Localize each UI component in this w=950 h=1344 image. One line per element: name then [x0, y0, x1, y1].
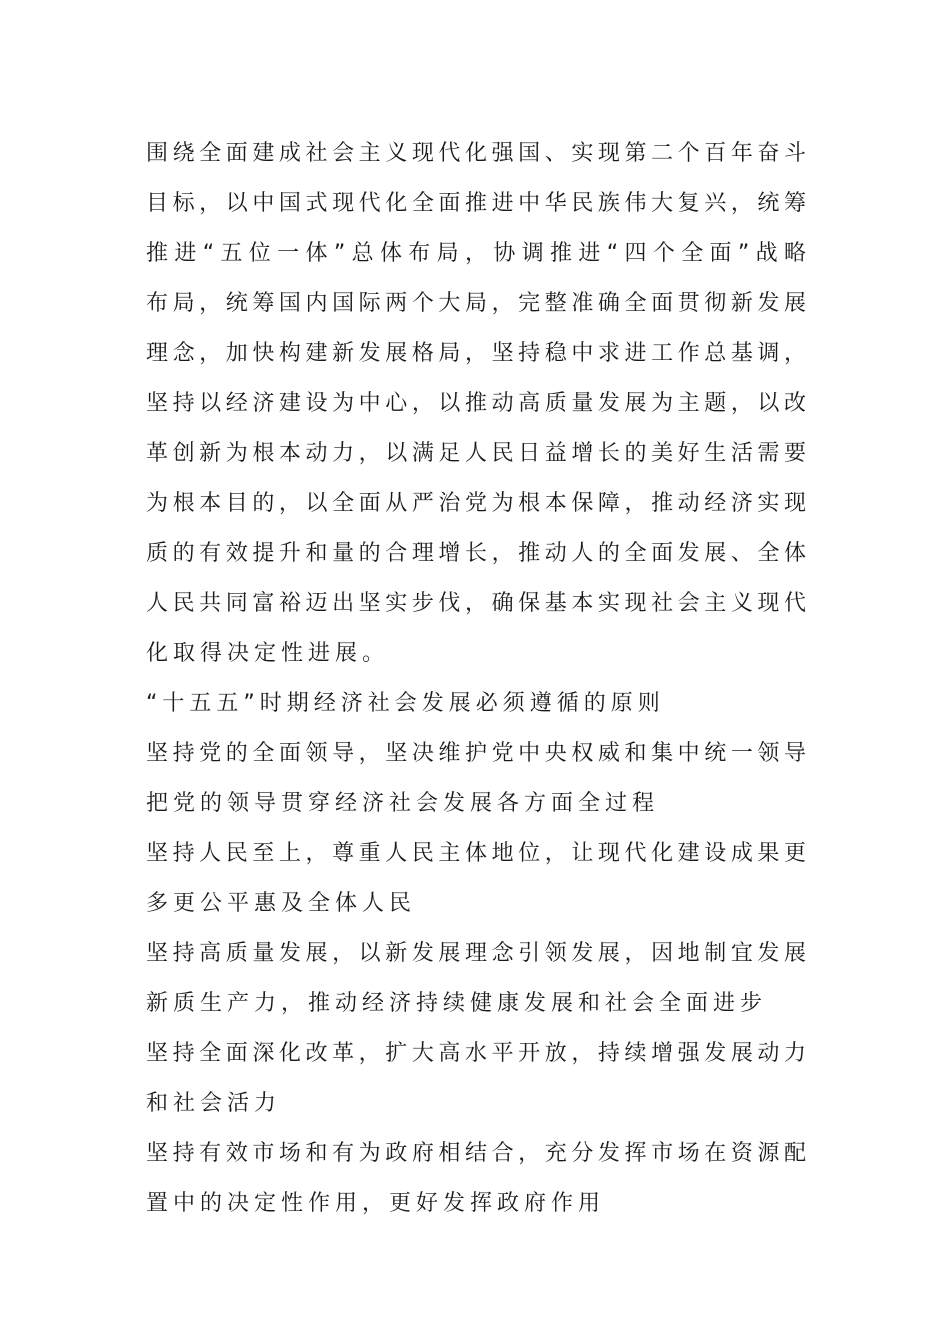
- text-line: 目标，以中国式现代化全面推进中华民族伟大复兴，统筹: [146, 191, 806, 216]
- text-line: 理念，加快构建新发展格局，坚持稳中求进工作总基调，: [146, 341, 806, 366]
- principle-line: 坚持全面深化改革，扩大高水平开放，持续增强发展动力: [146, 1041, 806, 1066]
- text-line: 围绕全面建成社会主义现代化强国、实现第二个百年奋斗: [146, 141, 806, 166]
- text-line: 化取得决定性进展。: [146, 641, 390, 666]
- text-line: 人民共同富裕迈出坚实步伐，确保基本实现社会主义现代: [146, 591, 806, 616]
- text-line: 坚持以经济建设为中心，以推动高质量发展为主题，以改: [146, 391, 806, 416]
- principle-line: 新质生产力，推动经济持续健康发展和社会全面进步: [146, 991, 768, 1016]
- text-line: 革创新为根本动力，以满足人民日益增长的美好生活需要: [146, 441, 806, 466]
- text-line: 推进“五位一体”总体布局，协调推进“四个全面”战略: [146, 241, 806, 266]
- text-line: 布局，统筹国内国际两个大局，完整准确全面贯彻新发展: [146, 291, 806, 316]
- principle-line: 坚持有效市场和有为政府相结合，充分发挥市场在资源配: [146, 1141, 806, 1166]
- section-heading: “十五五”时期经济社会发展必须遵循的原则: [146, 691, 665, 716]
- principle-line: 坚持党的全面领导，坚决维护党中央权威和集中统一领导: [146, 741, 806, 766]
- principle-line: 置中的决定性作用，更好发挥政府作用: [146, 1191, 606, 1216]
- principle-line: 坚持人民至上，尊重人民主体地位，让现代化建设成果更: [146, 841, 806, 866]
- body-text: [146, 131, 806, 1231]
- principle-line: 和社会活力: [146, 1091, 282, 1116]
- text-line: 质的有效提升和量的合理增长，推动人的全面发展、全体: [146, 541, 806, 566]
- text-line: 为根本目的，以全面从严治党为根本保障，推动经济实现: [146, 491, 806, 516]
- principle-line: 坚持高质量发展，以新发展理念引领发展，因地制宜发展: [146, 941, 806, 966]
- principle-line: 把党的领导贯穿经济社会发展各方面全过程: [146, 791, 660, 816]
- principle-line: 多更公平惠及全体人民: [146, 891, 417, 916]
